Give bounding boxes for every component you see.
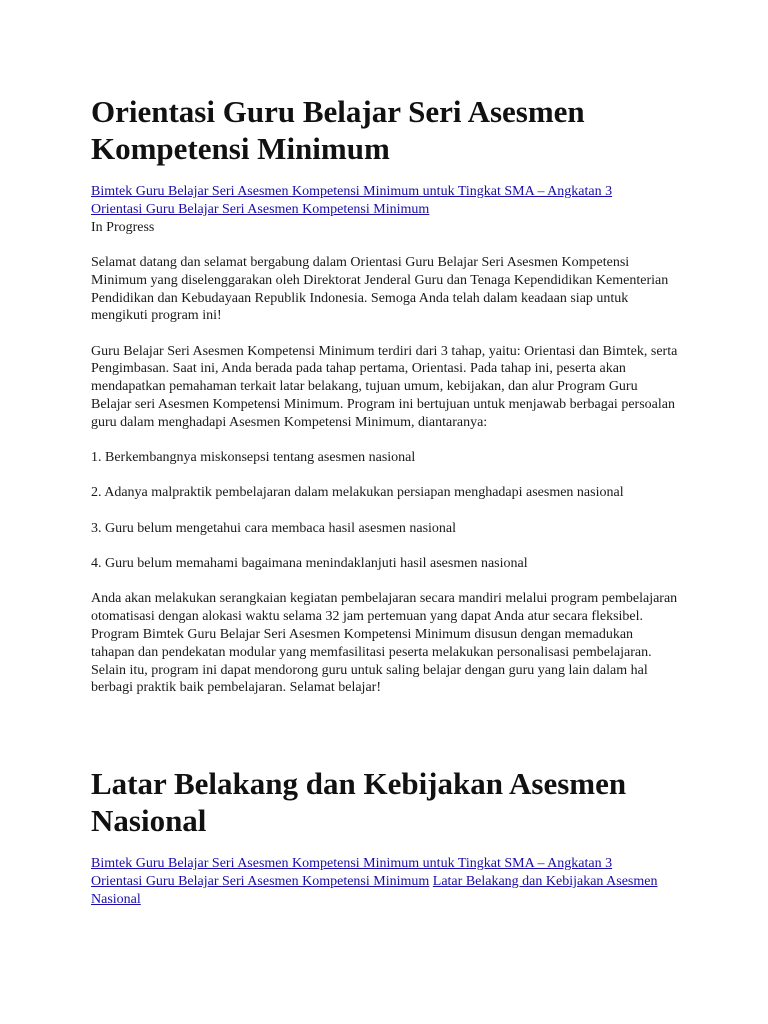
paragraph-activities: Anda akan melakukan serangkaian kegiatan pembelajaran secara mandiri melalui program pembelajaran otomatisasi dengan alokasi waktu selama 32 jam pertemuan yang dapat Anda atur secara fleksibel. Program Bimtek Guru Belajar Seri Asesmen Kompetensi Minimum disusun dengan memadukan tahapan dan pendekatan modular yang memfasilitasi peserta melakukan personalisasi pembelajaran. Selain itu, program ini dapat mendorong guru untuk saling belajar dengan guru yang lain dalam hal berbagi praktik baik pembelajaran. Selamat belajar! — [91, 591, 678, 696]
list-item-3: 3. Guru belum mengetahui cara membaca hasil asesmen nasional — [91, 520, 457, 536]
breadcrumb-link-orientasi[interactable]: Orientasi Guru Belajar Seri Asesmen Kompetensi Minimum — [91, 202, 430, 217]
breadcrumb-link-bimtek-2[interactable]: Bimtek Guru Belajar Seri Asesmen Kompetensi Minimum untuk Tingkat SMA – Angkatan 3 — [91, 856, 613, 872]
breadcrumb-link-latar-belakang[interactable]: Latar Belakang dan Kebijakan Asesmen Nasional — [91, 874, 658, 908]
list-item-4: 4. Guru belum memahami bagaimana menindaklanjuti hasil asesmen nasional — [91, 556, 528, 572]
breadcrumb-link-orientasi-2[interactable]: Orientasi Guru Belajar Seri Asesmen Kompetensi Minimum — [91, 874, 430, 890]
breadcrumb-second — [91, 855, 678, 909]
status-text: In Progress — [91, 220, 155, 235]
list-item-2: 2. Adanya malpraktik pembelajaran dalam melakukan persiapan menghadapi asesmen nasional — [91, 485, 624, 501]
paragraph-welcome: Selamat datang dan selamat bergabung dalam Orientasi Guru Belajar Seri Asesmen Kompetensi Minimum yang diselenggarakan oleh Direktorat Jenderal Guru dan Tenaga Kependidikan Kementerian Pendidikan dan Kebudayaan Republik Indonesia. Semoga Anda telah dalam keadaan siap untuk mengikuti program ini! — [91, 255, 669, 324]
breadcrumb-link-bimtek[interactable]: Bimtek Guru Belajar Seri Asesmen Kompetensi Minimum untuk Tingkat SMA – Angkatan 3 — [91, 184, 613, 199]
list-item-1: 1. Berkembangnya miskonsepsi tentang asesmen nasional — [91, 450, 416, 466]
section-title-latar-belakang: Latar Belakang dan Kebijakan Asesmen Nasional — [91, 766, 627, 839]
breadcrumb — [91, 183, 678, 219]
paragraph-overview: Guru Belajar Seri Asesmen Kompetensi Minimum terdiri dari 3 tahap, yaitu: Orientasi dan Bimtek, serta Pengimbasan. Saat ini, Anda berada pada tahap pertama, Orientasi. Pada tahap ini, peserta akan mendapatkan pemahaman terkait latar belakang, tujuan umum, kebijakan, dan alur Program Guru Belajar seri Asesmen Kompetensi Minimum. Program ini bertujuan untuk menjawab berbagai persoalan guru dalam menghadapi Asesmen Kompetensi Minimum, diantaranya: — [91, 343, 678, 430]
section-title-orientasi: Orientasi Guru Belajar Seri Asesmen Kompetensi Minimum — [91, 94, 585, 166]
